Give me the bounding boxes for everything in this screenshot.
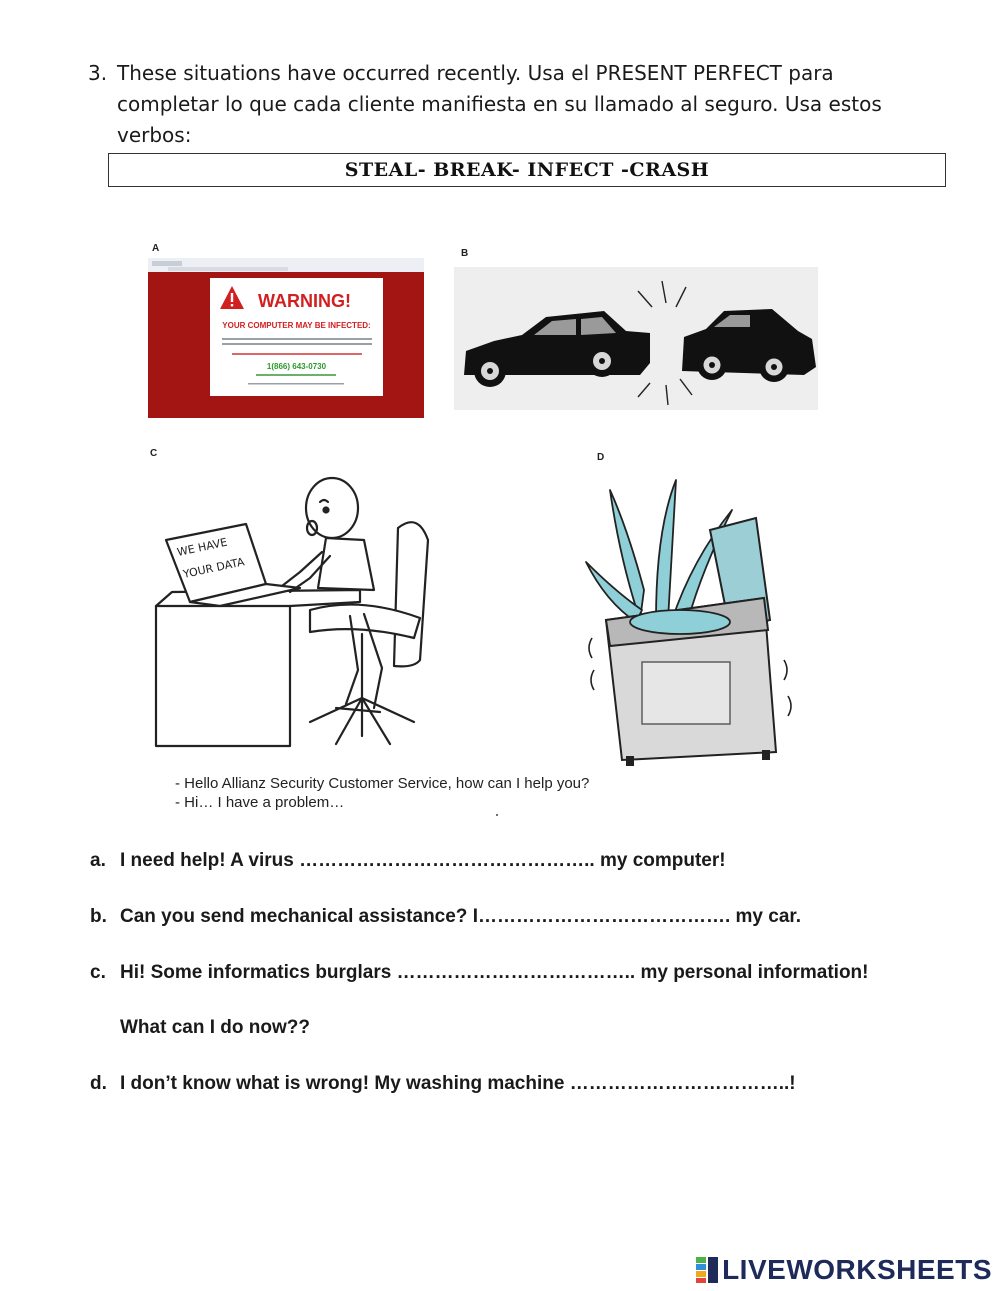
warning-subtitle: YOUR COMPUTER MAY BE INFECTED:: [222, 321, 371, 330]
question-letter: d.: [90, 1073, 107, 1094]
image-b-label: B: [461, 248, 469, 259]
question-letter: b.: [90, 906, 107, 927]
dialogue-line-1: - Hello Allianz Security Customer Service, how can I help you?: [175, 775, 590, 792]
laptop-screen-line2: YOUR DATA: [181, 555, 246, 581]
image-d-label: D: [597, 452, 605, 463]
question-b: [90, 906, 801, 928]
question-text: Hi! Some informatics burglars ……………………………….. my personal information!: [120, 962, 869, 983]
instruction-text: These situations have occurred recently. Usa el PRESENT PERFECT para completar lo que cada cliente manifiesta en su llamado al seguro. Usa estos verbos:: [117, 61, 882, 147]
image-a-label: A: [152, 243, 160, 254]
stray-dot: [496, 814, 498, 816]
question-d: [90, 1073, 796, 1095]
image-a-warning-screen: [148, 258, 424, 418]
question-text: I don’t know what is wrong! My washing machine ……………………………..!: [120, 1073, 796, 1094]
question-c: [90, 962, 868, 984]
brand-name: LIVEWORKSHEETS: [722, 1254, 992, 1285]
image-b-car-crash: [454, 267, 818, 410]
warning-phone: 1(866) 643-0730: [266, 362, 327, 371]
image-c-label: C: [150, 448, 158, 459]
question-letter: c.: [90, 962, 106, 983]
laptop-screen-line1: WE HAVE: [175, 535, 229, 559]
question-c-continued: [90, 1017, 310, 1039]
image-c-hacked-laptop: [150, 468, 440, 750]
question-text: What can I do now??: [120, 1017, 310, 1038]
liveworksheets-brand: [696, 1254, 992, 1286]
question-letter: a.: [90, 850, 106, 871]
verbs-box: STEAL- BREAK- INFECT -CRASH: [108, 153, 946, 187]
dialogue-line-2: - Hi… I have a problem…: [175, 794, 345, 811]
instruction: [88, 58, 928, 151]
question-text: Can you send mechanical assistance? I…………………………………. my car.: [120, 906, 802, 927]
liveworksheets-logo-icon: [696, 1257, 718, 1283]
image-d-washing-machine: [580, 470, 800, 770]
dialogue: [175, 774, 589, 812]
question-a: [90, 850, 726, 872]
warning-title: WARNING!: [258, 291, 351, 311]
question-text: I need help! A virus ……………………………………….. my computer!: [120, 850, 726, 871]
instruction-number: 3.: [88, 61, 108, 85]
